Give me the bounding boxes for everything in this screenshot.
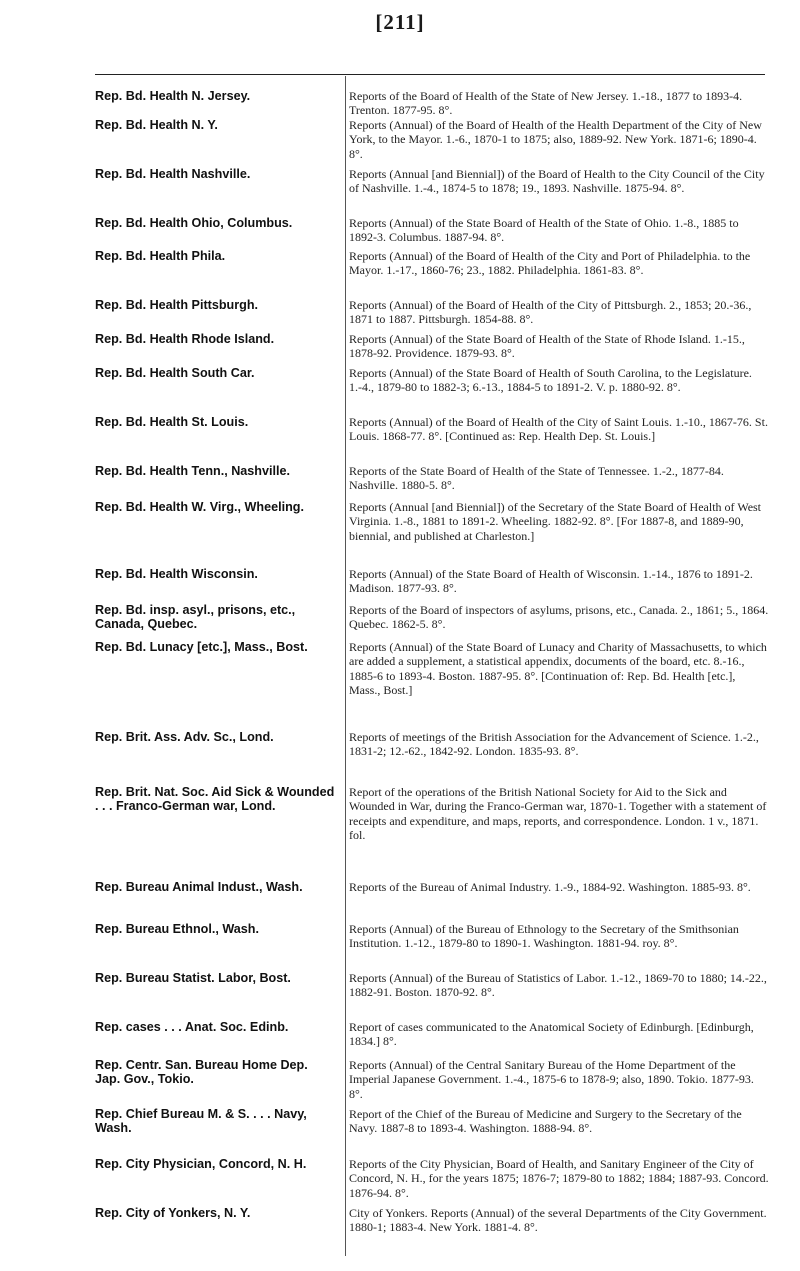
entry-abbreviation: Rep. Bd. insp. asyl., prisons, etc., Canada, Quebec. <box>95 603 296 631</box>
entry-description: Reports of the Board of Health of the State of New Jersey. 1.-18., 1877 to 1893-4. Trenton. 1877-95. 8°. <box>349 89 743 118</box>
entry-abbreviation: Rep. Bd. Health N. Jersey. <box>95 89 251 103</box>
entry-abbreviation: Rep. Bd. Health South Car. <box>95 366 255 380</box>
entry-description: Reports of the City Physician, Board of Health, and Sanitary Engineer of the City of Concord, N. H., for the years 1875; 1876-7; 1879-80 to 1882; 1884; 1887-93. Concord. 1876-94. 8°. <box>349 1157 769 1200</box>
entry-abbreviation: Rep. Bd. Lunacy [etc.], Mass., Bost. <box>95 640 308 654</box>
entry-abbreviation: Rep. Bd. Health N. Y. <box>95 118 218 132</box>
page-number: [211] <box>375 10 425 34</box>
entry-description: Reports of the Bureau of Animal Industry. 1.-9., 1884-92. Washington. 1885-93. 8°. <box>349 880 751 894</box>
entry-abbreviation: Rep. Centr. San. Bureau Home Dep. Jap. Gov., Tokio. <box>95 1058 308 1086</box>
entry-abbreviation: Rep. City of Yonkers, N. Y. <box>95 1206 251 1220</box>
entry-abbreviation: Rep. Bd. Health Tenn., Nashville. <box>95 464 291 478</box>
entry-description: Reports (Annual) of the Bureau of Statistics of Labor. 1.-12., 1869-70 to 1880; 14.-22., 1882-91. Boston. 1870-92. 8°. <box>349 971 767 1000</box>
entry-description: Reports (Annual) of the Bureau of Ethnology to the Secretary of the Smithsonian Institution. 1.-12., 1879-80 to 1890-1. Washington. 1881-94. roy. 8°. <box>349 922 739 951</box>
entry-description: Reports (Annual) of the Board of Health of the City and Port of Philadelphia. to the Mayor. 1.-17., 1860-76; 23., 1882. Philadelphia. 1861-83. 8°. <box>349 249 751 278</box>
entry-abbreviation: Rep. Bd. Health Phila. <box>95 249 226 263</box>
entry-description: Reports (Annual) of the State Board of Health of the State of Ohio. 1.-8., 1885 to 1892-3. Columbus. 1887-94. 8°. <box>349 216 739 245</box>
entry-abbreviation: Rep. Bd. Health Wisconsin. <box>95 567 258 581</box>
entry-description: Report of cases communicated to the Anatomical Society of Edinburgh. [Edinburgh, 1834.] 8°. <box>349 1020 754 1049</box>
entry-description: Reports (Annual [and Biennial]) of the Secretary of the State Board of Health of West Virginia. 1.-8., 1881 to 1891-2. Wheeling. 1882-92. 8°. [For 1887-8, and 1889-90, biennial, and published at Charleston.] <box>349 500 762 543</box>
entry-description: Reports (Annual) of the Board of Health of the City of Pittsburgh. 2., 1853; 20.-36., 1871 to 1887. Pittsburgh. 1854-88. 8°. <box>349 298 752 327</box>
entry-abbreviation: Rep. Chief Bureau M. & S. . . . Navy, Wash. <box>95 1107 307 1135</box>
entry-description: Reports (Annual [and Biennial]) of the Board of Health to the City Council of the City of Nashville. 1.-4., 1874-5 to 1878; 19., 1893. Nashville. 1875-94. 8°. <box>349 167 765 196</box>
entry-description: City of Yonkers. Reports (Annual) of the several Departments of the City Government. 1880-1; 1883-4. New York. 1881-4. 8°. <box>349 1206 767 1235</box>
entry-description: Reports (Annual) of the Board of Health of the City of Saint Louis. 1.-10., 1867-76. St. Louis. 1868-77. 8°. [Continued as: Rep. Health Dep. St. Louis.] <box>349 415 768 444</box>
entry-description: Reports (Annual) of the State Board of Health of Wisconsin. 1.-14., 1876 to 1891-2. Madison. 1877-93. 8°. <box>349 567 753 596</box>
entry-abbreviation: Rep. City Physician, Concord, N. H. <box>95 1157 307 1171</box>
entry-description: Reports (Annual) of the Board of Health of the Health Department of the City of New York, to the Mayor. 1.-6., 1870-1 to 1875; also, 1889-92. New York. 1871-6; 1890-4. 8°. <box>349 118 762 161</box>
entry-abbreviation: Rep. Bd. Health W. Virg., Wheeling. <box>95 500 304 514</box>
entry-abbreviation: Rep. Bd. Health Ohio, Columbus. <box>95 216 293 230</box>
entry-description: Reports (Annual) of the Central Sanitary Bureau of the Home Department of the Imperial Japanese Government. 1.-4., 1875-6 to 1878-9; also, 1890. Tokio. 1877-93. 8°. <box>349 1058 754 1101</box>
entry-description: Reports (Annual) of the State Board of Health of South Carolina, to the Legislature. 1.-4., 1879-80 to 1882-3; 6.-13., 1884-5 to 1891-2. V. p. 1880-92. 8°. <box>349 366 752 395</box>
entry-description: Report of the Chief of the Bureau of Medicine and Surgery to the Secretary of the Navy. 1887-8 to 1893-4. Washington. 1888-94. 8°. <box>349 1107 742 1136</box>
entry-description: Reports (Annual) of the State Board of Lunacy and Charity of Massachusetts, to which are added a supplement, a statistical appendix, documents of the board, etc. 8.-16., 1885-6 to 1893-4. Boston. 1887-95. 8°. [Continuation of: Rep. Bd. Health [etc.], Mass., Bost.] <box>349 640 767 698</box>
column-divider <box>345 76 346 1256</box>
entry-description: Reports of the Board of inspectors of asylums, prisons, etc., Canada. 2., 1861; 5., 1864. Quebec. 1862-5. 8°. <box>349 603 769 632</box>
entry-abbreviation: Rep. Bd. Health Rhode Island. <box>95 332 275 346</box>
entry-description: Report of the operations of the British National Society for Aid to the Sick and Wounded in War, during the Franco-German war, 1870-1. Together with a statement of receipts and expenditure, and maps, reports, and correspondence. London. 1 v., 1871. fol. <box>349 785 767 843</box>
entry-abbreviation: Rep. Bureau Statist. Labor, Bost. <box>95 971 291 985</box>
entry-abbreviation: Rep. Brit. Nat. Soc. Aid Sick & Wounded . . . Franco-German war, Lond. <box>95 785 335 813</box>
entry-abbreviation: Rep. Bd. Health St. Louis. <box>95 415 249 429</box>
entry-abbreviation: Rep. Bureau Ethnol., Wash. <box>95 922 259 936</box>
entry-description: Reports of meetings of the British Association for the Advancement of Science. 1.-2., 1831-2; 12.-62., 1842-92. London. 1835-93. 8°. <box>349 730 759 759</box>
top-rule <box>95 74 765 75</box>
entry-description: Reports (Annual) of the State Board of Health of the State of Rhode Island. 1.-15., 1878-92. Providence. 1879-93. 8°. <box>349 332 745 361</box>
entry-abbreviation: Rep. cases . . . Anat. Soc. Edinb. <box>95 1020 289 1034</box>
entry-abbreviation: Rep. Bd. Health Nashville. <box>95 167 251 181</box>
entry-description: Reports of the State Board of Health of the State of Tennessee. 1.-2., 1877-84. Nashville. 1880-5. 8°. <box>349 464 724 493</box>
entry-abbreviation: Rep. Bureau Animal Indust., Wash. <box>95 880 303 894</box>
entry-abbreviation: Rep. Bd. Health Pittsburgh. <box>95 298 259 312</box>
entry-abbreviation: Rep. Brit. Ass. Adv. Sc., Lond. <box>95 730 274 744</box>
